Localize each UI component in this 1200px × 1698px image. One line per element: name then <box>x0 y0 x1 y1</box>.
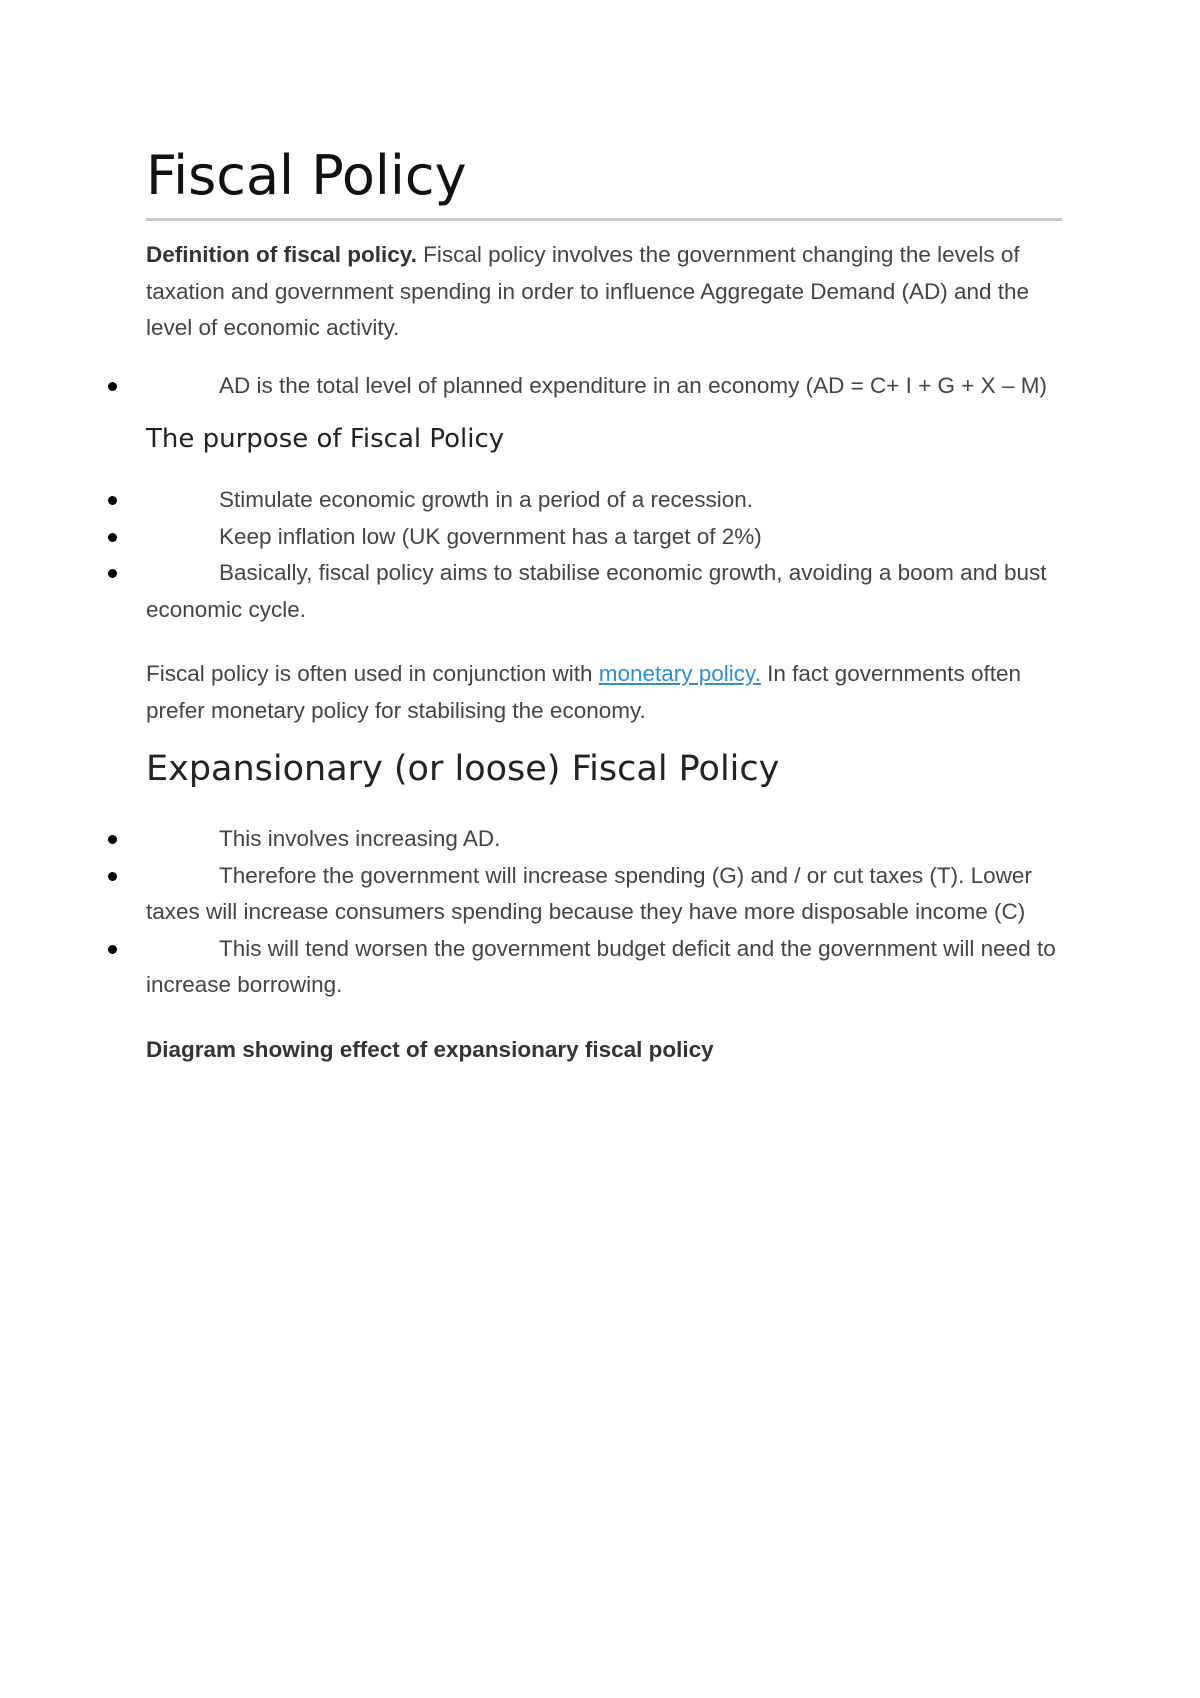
monetary-text-after: In fact governments often prefer monetary policy for stabilising the economy. <box>146 661 1022 723</box>
list-item-text: Keep inflation low (UK government has a target of 2%) <box>219 523 762 549</box>
expansionary-bullet-list <box>146 821 1062 1004</box>
purpose-bullet-list <box>146 482 1062 628</box>
expansionary-heading: Expansionary (or loose) Fiscal Policy <box>146 749 780 789</box>
document-content <box>146 140 1062 1068</box>
bullet-icon <box>108 533 117 542</box>
list-item-text: Stimulate economic growth in a period of a recession. <box>219 487 754 512</box>
list-item <box>146 821 1062 858</box>
list-item <box>146 858 1062 931</box>
page-title: Fiscal Policy <box>146 140 1062 221</box>
bullet-icon <box>108 835 117 844</box>
list-item-text: This will tend worsen the government budget deficit and the government will need to increase borrowing. <box>146 935 1056 997</box>
monetary-text-before: Fiscal policy is often used in conjunction with <box>146 661 599 686</box>
definition-paragraph <box>146 237 1062 347</box>
list-item <box>146 555 1062 628</box>
list-item-text: Therefore the government will increase spending (G) and / or cut taxes (T). Lower taxes will increase consumers spending because they have more disposable income (C) <box>146 862 1032 924</box>
monetary-policy-link[interactable]: monetary policy. <box>598 661 761 686</box>
list-item-text: This involves increasing AD. <box>219 826 501 851</box>
bullet-icon <box>108 945 117 954</box>
list-item <box>146 519 1062 556</box>
bullet-icon <box>108 382 117 391</box>
purpose-heading: The purpose of Fiscal Policy <box>146 424 505 454</box>
list-item <box>146 931 1062 1004</box>
bullet-icon <box>108 569 117 578</box>
definition-label: Definition of fiscal policy. <box>146 242 417 267</box>
list-item-text: Basically, fiscal policy aims to stabilise economic growth, avoiding a boom and bust economic cycle. <box>146 560 1047 622</box>
diagram-caption: Diagram showing effect of expansionary fiscal policy <box>146 1036 714 1062</box>
list-item <box>146 482 1062 519</box>
monetary-paragraph <box>146 656 1062 729</box>
bullet-icon <box>108 496 117 505</box>
definition-bullet-list <box>146 368 1062 405</box>
list-item-text: AD is the total level of planned expenditure in an economy (AD = C+ I + G + X – M) <box>219 372 1047 398</box>
list-item <box>146 368 1062 405</box>
definition-text: Fiscal policy involves the government changing the levels of taxation and government spending in order to influence Aggregate Demand (AD) and the level of economic activity. <box>146 242 1030 340</box>
bullet-icon <box>108 872 117 881</box>
